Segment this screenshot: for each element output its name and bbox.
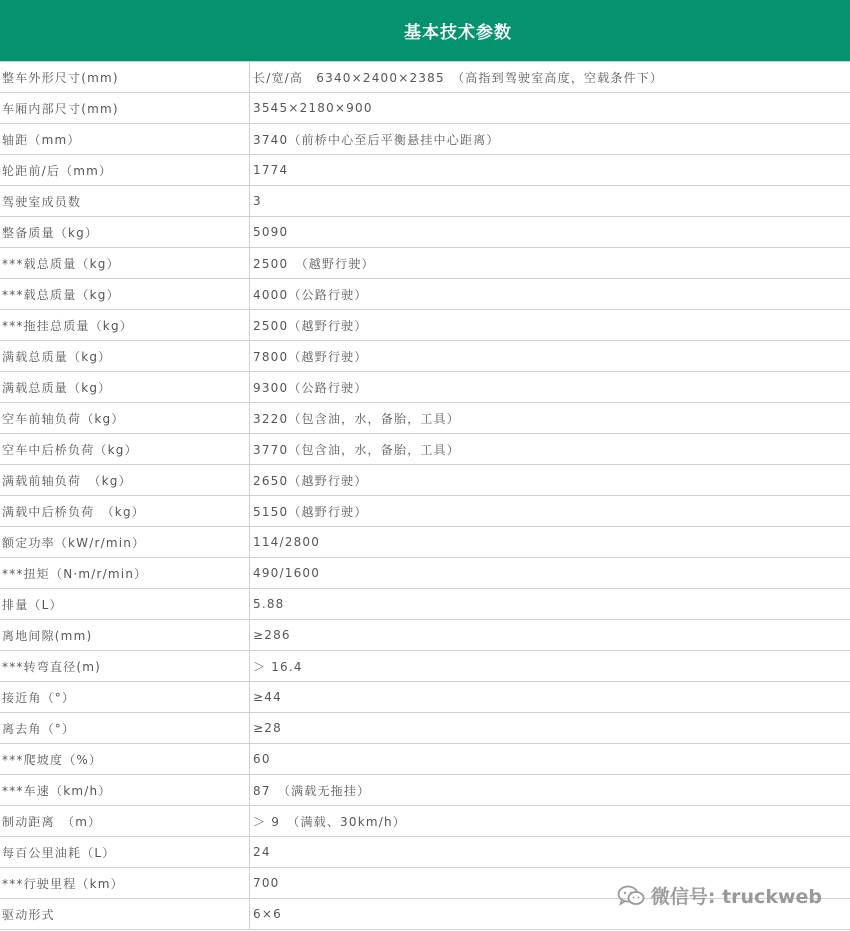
table-row bbox=[0, 744, 850, 775]
param-name-cell: 整备质量（kg） bbox=[0, 217, 250, 248]
param-value-cell: 5150（越野行驶） bbox=[250, 496, 850, 527]
param-value-cell: 2500（越野行驶） bbox=[250, 310, 850, 341]
param-name-cell: 离地间隙(mm) bbox=[0, 620, 250, 651]
param-name-cell: 驾驶室成员数 bbox=[0, 186, 250, 217]
spec-table bbox=[0, 61, 850, 930]
param-value-cell: 1774 bbox=[250, 155, 850, 186]
table-row bbox=[0, 62, 850, 93]
table-row bbox=[0, 124, 850, 155]
param-value-cell: ≥28 bbox=[250, 713, 850, 744]
param-value-cell: 700 bbox=[250, 868, 850, 899]
table-row bbox=[0, 186, 850, 217]
table-row bbox=[0, 403, 850, 434]
param-name-cell: ***载总质量（kg） bbox=[0, 279, 250, 310]
param-name-cell: ***行驶里程（km） bbox=[0, 868, 250, 899]
param-value-cell: 114/2800 bbox=[250, 527, 850, 558]
param-value-cell: 490/1600 bbox=[250, 558, 850, 589]
param-value-cell: ≥44 bbox=[250, 682, 850, 713]
param-name-cell: ***载总质量（kg） bbox=[0, 248, 250, 279]
param-value-cell: 3 bbox=[250, 186, 850, 217]
param-name-cell: 轮距前/后（mm） bbox=[0, 155, 250, 186]
param-value-cell: 3220（包含油，水，备胎，工具） bbox=[250, 403, 850, 434]
param-name-cell: 离去角（°） bbox=[0, 713, 250, 744]
param-value-cell: ≥286 bbox=[250, 620, 850, 651]
watermark-text: 微信号: truckweb bbox=[650, 886, 822, 908]
param-name-cell: 轴距（mm） bbox=[0, 124, 250, 155]
param-name-cell: 满载前轴负荷 （kg） bbox=[0, 465, 250, 496]
table-row bbox=[0, 217, 850, 248]
param-name-cell: ***拖挂总质量（kg） bbox=[0, 310, 250, 341]
param-value-cell: 2500 （越野行驶） bbox=[250, 248, 850, 279]
param-value-cell: 87 （满载无拖挂） bbox=[250, 775, 850, 806]
table-row bbox=[0, 713, 850, 744]
param-name-cell: 接近角（°） bbox=[0, 682, 250, 713]
param-name-cell: 驱动形式 bbox=[0, 899, 250, 930]
table-row bbox=[0, 651, 850, 682]
table-row bbox=[0, 372, 850, 403]
table-header bbox=[0, 0, 850, 61]
param-name-cell: 制动距离 （m） bbox=[0, 806, 250, 837]
param-name-cell: 整车外形尺寸(mm) bbox=[0, 62, 250, 93]
table-row bbox=[0, 434, 850, 465]
param-value-cell: 5.88 bbox=[250, 589, 850, 620]
param-name-cell: 满载中后桥负荷 （kg） bbox=[0, 496, 250, 527]
param-value-cell: 3740（前桥中心至后平衡悬挂中心距离） bbox=[250, 124, 850, 155]
table-row bbox=[0, 806, 850, 837]
param-value-cell: ＞ 16.4 bbox=[250, 651, 850, 682]
table-row bbox=[0, 279, 850, 310]
table-row bbox=[0, 837, 850, 868]
param-name-cell: ***车速（km/h） bbox=[0, 775, 250, 806]
param-value-cell: 6×6 bbox=[250, 899, 850, 930]
table-row bbox=[0, 682, 850, 713]
table-row bbox=[0, 341, 850, 372]
param-value-cell: ＞ 9 （满载、30km/h） bbox=[250, 806, 850, 837]
table-row bbox=[0, 527, 850, 558]
param-value-cell: 4000（公路行驶） bbox=[250, 279, 850, 310]
param-value-cell: 24 bbox=[250, 837, 850, 868]
param-name-cell: 空车前轴负荷（kg） bbox=[0, 403, 250, 434]
param-value-cell: 3545×2180×900 bbox=[250, 93, 850, 124]
table-row bbox=[0, 93, 850, 124]
param-value-cell: 2650（越野行驶） bbox=[250, 465, 850, 496]
table-row bbox=[0, 310, 850, 341]
param-name-cell: ***扭矩（N·m/r/min） bbox=[0, 558, 250, 589]
param-name-cell: ***转弯直径(m) bbox=[0, 651, 250, 682]
table-row bbox=[0, 775, 850, 806]
param-value-cell: 7800（越野行驶） bbox=[250, 341, 850, 372]
watermark bbox=[617, 882, 822, 909]
param-value-cell: 长/宽/高 6340×2400×2385 （高指到驾驶室高度，空载条件下） bbox=[250, 62, 850, 93]
param-name-cell: 每百公里油耗（L） bbox=[0, 837, 250, 868]
param-name-cell: 额定功率（kW/r/min） bbox=[0, 527, 250, 558]
param-name-cell: 满载总质量（kg） bbox=[0, 372, 250, 403]
param-value-cell: 60 bbox=[250, 744, 850, 775]
table-row bbox=[0, 496, 850, 527]
param-value-cell: 9300（公路行驶） bbox=[250, 372, 850, 403]
table-row bbox=[0, 620, 850, 651]
param-value-cell: 3770（包含油，水，备胎，工具） bbox=[250, 434, 850, 465]
table-row bbox=[0, 248, 850, 279]
table-row bbox=[0, 155, 850, 186]
param-value-cell: 5090 bbox=[250, 217, 850, 248]
table-row bbox=[0, 558, 850, 589]
param-name-cell: 空车中后桥负荷（kg） bbox=[0, 434, 250, 465]
table-row bbox=[0, 589, 850, 620]
table-title: 基本技术参数 bbox=[404, 23, 512, 43]
param-name-cell: 车厢内部尺寸(mm) bbox=[0, 93, 250, 124]
table-row bbox=[0, 465, 850, 496]
wechat-logo-icon bbox=[617, 885, 645, 907]
param-name-cell: 排量（L） bbox=[0, 589, 250, 620]
param-name-cell: 满载总质量（kg） bbox=[0, 341, 250, 372]
param-name-cell: ***爬坡度（%） bbox=[0, 744, 250, 775]
